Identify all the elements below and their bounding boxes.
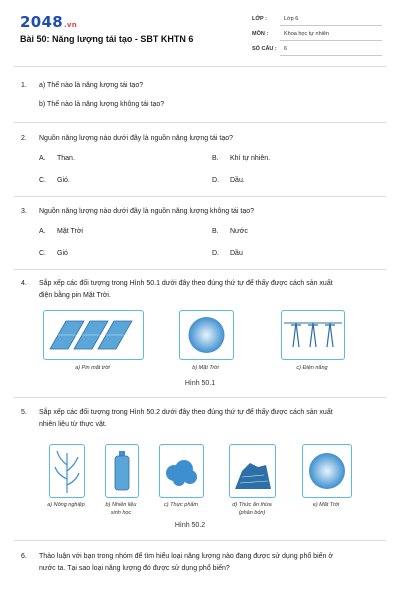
solar-panel-image — [43, 310, 144, 360]
question-line: nước ta. Tại sao loại năng lượng đó được sử dụng phổ biến? — [39, 565, 230, 572]
meta-count-key: SỐ CÂU : — [252, 46, 277, 52]
question-number: 4. — [21, 280, 27, 287]
option-c[interactable] — [39, 177, 70, 184]
question-number: 2. — [21, 135, 27, 142]
meta-subject-value: Khoa học tự nhiên — [284, 31, 329, 37]
biofuel-image — [105, 444, 139, 498]
question-number: 5. — [21, 409, 27, 416]
sun-icon — [303, 445, 351, 497]
power-line-image — [281, 310, 345, 360]
option-letter: B. — [212, 155, 219, 162]
question-line: Sắp xếp các đối tượng trong Hình 50.1 dưới đây theo đúng thứ tự để thấy được cách sản xuất — [39, 280, 333, 287]
option-a[interactable] — [39, 228, 83, 235]
option-a[interactable] — [39, 155, 75, 162]
meta-subject-key: MÔN : — [252, 31, 269, 37]
question-text: Nguồn năng lượng nào dưới đây là nguồn năng lượng tái tạo? — [39, 135, 234, 142]
plant-icon — [50, 445, 84, 497]
solar-panel-icon — [44, 311, 143, 359]
figure-caption: c) Điện năng — [296, 365, 328, 371]
option-letter: A. — [39, 228, 46, 235]
plant-image — [49, 444, 85, 498]
figure-caption: b) Mặt Trời — [192, 365, 219, 371]
question-line: nhiên liệu từ thực vật. — [39, 421, 107, 428]
figure-title: Hình 50.1 — [184, 380, 216, 387]
option-b[interactable] — [212, 155, 270, 162]
option-b[interactable] — [212, 228, 248, 235]
logo-text: 2048 — [20, 13, 63, 31]
question-line: b) Thế nào là năng lượng không tái tạo? — [39, 101, 165, 108]
option-letter: C. — [39, 177, 46, 184]
question-line: Sắp xếp các đối tượng trong Hình 50.2 dưới đây theo đúng thứ tự để thấy được cách sản xuất — [39, 409, 333, 416]
figure-caption: a) Pin mặt trời — [75, 365, 110, 371]
question-line: a) Thế nào là năng lượng tái tạo? — [39, 82, 144, 89]
sun-icon — [180, 311, 233, 359]
food-icon — [160, 445, 203, 497]
compost-icon — [230, 445, 275, 497]
meta-class — [252, 16, 382, 28]
figure-caption: a) Nông nghiệp — [47, 502, 85, 508]
figure-caption: d) Thức ăn thừa — [232, 502, 272, 508]
page-title: Bài 50: Năng lượng tái tạo - SBT KHTN 6 — [20, 34, 194, 44]
divider — [14, 269, 386, 270]
fuel-bottle-icon — [106, 445, 138, 497]
question-line: điện bằng pin Mặt Trời. — [39, 292, 111, 299]
meta-count-value: 6 — [284, 46, 288, 52]
divider — [14, 397, 386, 398]
option-d[interactable] — [212, 250, 243, 257]
option-letter: C. — [39, 250, 46, 257]
option-text: Nước — [230, 228, 248, 235]
figure-caption: e) Mặt Trời — [312, 502, 340, 508]
meta-count — [252, 46, 382, 58]
option-text: Dầu. — [230, 177, 245, 184]
question-line: Thảo luận với bạn trong nhóm để tìm hiểu loại năng lượng nào đang được sử dụng phổ biến ở — [39, 553, 333, 560]
question-number: 1. — [21, 82, 27, 89]
figure-caption: (phân bón) — [238, 510, 266, 516]
figure-title: Hình 50.2 — [174, 522, 206, 529]
option-text: Gió. — [57, 177, 70, 184]
power-tower-icon — [282, 311, 344, 359]
option-text: Gió — [57, 250, 68, 257]
figure-caption: sinh học — [110, 510, 132, 516]
header-divider — [14, 66, 386, 67]
figure-caption: b) Nhiên liệu — [105, 502, 137, 508]
option-text: Khí tự nhiên. — [230, 155, 271, 162]
option-c[interactable] — [39, 250, 68, 257]
divider — [14, 196, 386, 197]
option-text: Dầu — [230, 250, 243, 257]
option-letter: B. — [212, 228, 219, 235]
sun-image — [179, 310, 234, 360]
option-letter: D. — [212, 177, 219, 184]
option-letter: D. — [212, 250, 219, 257]
leftover-food-image — [229, 444, 276, 498]
question-number: 6. — [21, 553, 27, 560]
divider — [14, 540, 386, 541]
site-logo[interactable] — [20, 13, 77, 31]
meta-class-key: LỚP : — [252, 16, 267, 22]
logo-suffix: .vn — [63, 21, 78, 29]
meta-class-value: Lớp 6 — [284, 16, 299, 22]
question-text: Nguồn năng lượng nào dưới đây là nguồn năng lượng không tái tạo? — [39, 208, 255, 215]
question-number: 3. — [21, 208, 27, 215]
figure-caption: c) Thực phẩm — [163, 502, 199, 508]
option-letter: A. — [39, 155, 46, 162]
option-d[interactable] — [212, 177, 245, 184]
option-text: Than. — [57, 155, 75, 162]
option-text: Mặt Trời — [57, 228, 83, 235]
meta-subject — [252, 31, 382, 43]
divider — [14, 122, 386, 123]
sun-image — [302, 444, 352, 498]
food-image — [159, 444, 204, 498]
